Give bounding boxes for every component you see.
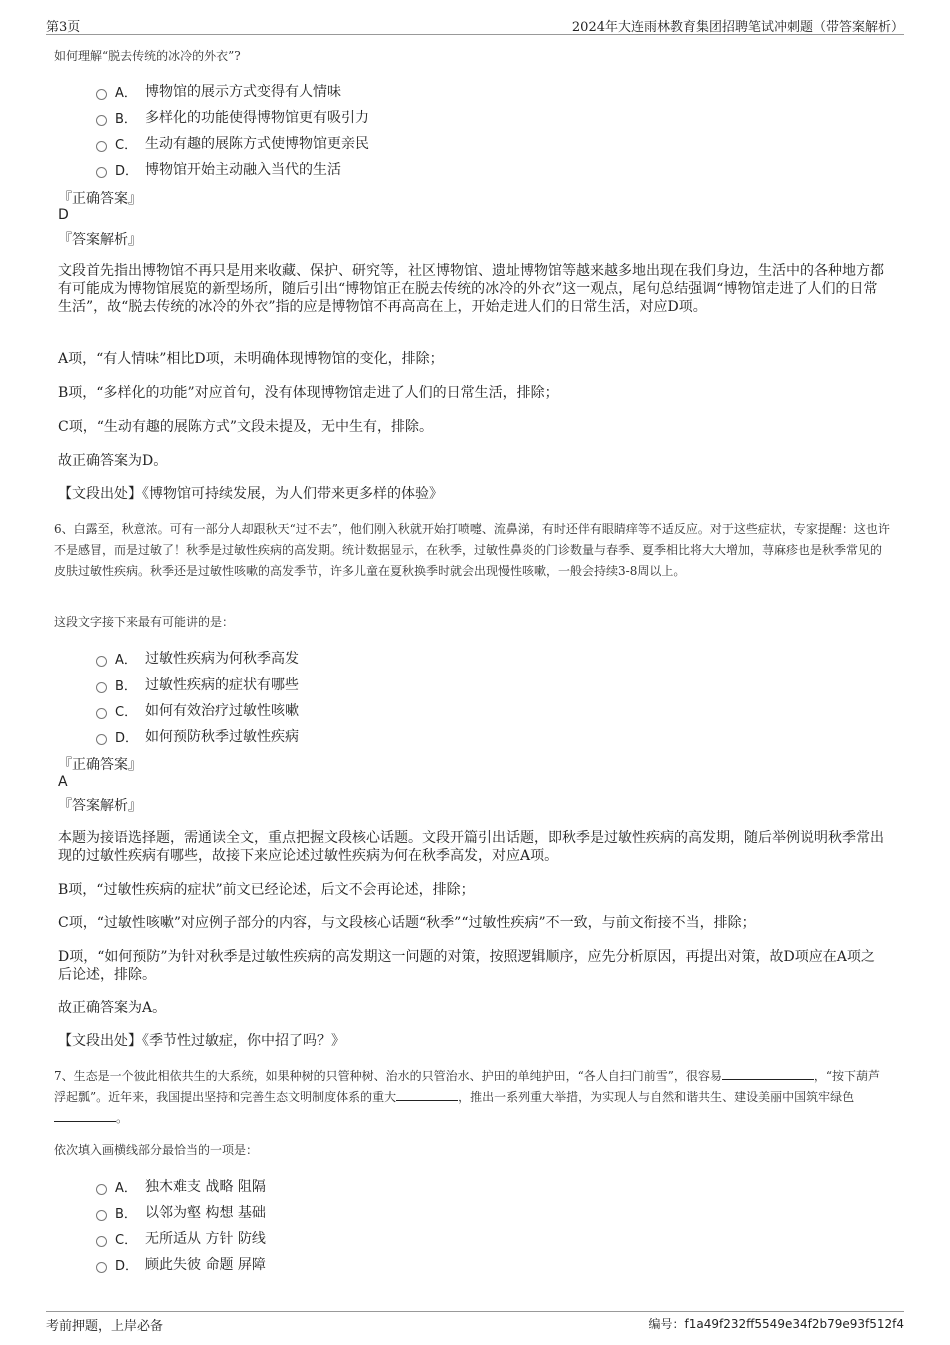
q7-passage: 7、生态是一个彼此相依共生的大系统，如果种树的只管种树、治水的只管治水、护田的单纯护田，“各人自扫门前雪”，很容易 ，“按下葫芦浮起瓢”。近年来，我国提出坚持和完善生态文明制度体系的重大 ，推出一系列重大举措，为实现人与自然和谐共生、建设美丽中国筑牢绿色。 xyxy=(54,1069,881,1125)
q5-analysis-main: 文段首先指出博物馆不再只是用来收藏、保护、研究等，社区博物馆、遗址博物馆等越来越多地出现在我们身边，生活中的各种地方都有可能成为博物馆展览的新型场所，随后引出“博物馆正在脱去传统的冰冷的外衣”这一观点，尾句总结强调“博物馆走进了人们的日常生活”，故“脱去传统的冰冷的外衣”指的应是博物馆不再高高在上，开始走进人们的日常生活，对应D项。 xyxy=(58,263,884,315)
fill-blank-2[interactable] xyxy=(396,1088,458,1101)
q5-analysis-a: A项，“有人情味”相比D项，未明确体现博物馆的变化，排除； xyxy=(58,351,444,367)
q6-option-d[interactable]: D． 如何预防秋季过敏性疾病 xyxy=(96,723,299,749)
page-number: 第3页 xyxy=(46,20,81,35)
q6-option-c[interactable]: C． 如何有效治疗过敏性咳嗽 xyxy=(96,697,299,723)
q6-passage: 6、白露至，秋意浓。可有一部分人却跟秋天“过不去”，他们刚入秋就开始打喷嚏、流鼻涕，有时还伴有眼睛痒等不适反应。对于这些症状，专家提醒：这也许不是感冒，而是过敏了！秋季是过敏性疾病的高发期。统计数据显示，在秋季，过敏性鼻炎的门诊数量与春季、夏季相比将大大增加，荨麻疹也是秋季常见的皮肤过敏性疾病。秋季还是过敏性咳嗽的高发季节，许多儿童在夏秋换季时就会出现慢性咳嗽，一般会持续3-8周以上。 xyxy=(54,522,890,578)
q7-options xyxy=(96,1173,266,1277)
fill-blank-1[interactable] xyxy=(722,1067,814,1080)
radio-icon[interactable] xyxy=(96,115,107,126)
q6-answer: A xyxy=(58,774,68,790)
q7-option-c[interactable]: C． 无所适从 方针 防线 xyxy=(96,1225,266,1251)
correct-answer-label: 『正确答案』 xyxy=(58,191,142,207)
document-title: 2024年大连雨林教育集团招聘笔试冲刺题（带答案解析） xyxy=(571,20,904,35)
radio-icon[interactable] xyxy=(96,708,107,719)
q5-analysis-b: B项，“多样化的功能”对应首句，没有体现博物馆走进了人们的日常生活，排除； xyxy=(58,385,559,401)
q6-analysis-main: 本题为接语选择题，需通读全文，重点把握文段核心话题。文段开篇引出话题，即秋季是过敏性疾病的高发期，随后举例说明秋季常出现的过敏性疾病有哪些，故接下来应论述过敏性疾病为何在秋季高发，对应A项。 xyxy=(58,830,884,864)
analysis-label: 『答案解析』 xyxy=(58,798,142,814)
q7-stem: 依次填入画横线部分最恰当的一项是： xyxy=(54,1143,259,1157)
analysis-label: 『答案解析』 xyxy=(58,232,142,248)
correct-answer-label: 『正确答案』 xyxy=(58,757,142,773)
document-code: 编号：f1a49f232ff5549e34f2b79e93f512f4 xyxy=(648,1317,904,1331)
q5-answer: D xyxy=(58,207,69,223)
q7-option-b[interactable]: B． 以邻为壑 构想 基础 xyxy=(96,1199,266,1225)
fill-blank-3[interactable] xyxy=(54,1109,116,1122)
q7-option-d[interactable]: D． 顾此失彼 命题 屏障 xyxy=(96,1251,266,1277)
q6-stem: 这段文字接下来最有可能讲的是： xyxy=(54,615,235,629)
q5-analysis-c: C项，“生动有趣的展陈方式”文段未提及，无中生有，排除。 xyxy=(58,419,434,435)
q5-option-d[interactable]: D． 博物馆开始主动融入当代的生活 xyxy=(96,156,369,182)
q6-conclusion: 故正确答案为A。 xyxy=(58,1000,167,1016)
radio-icon[interactable] xyxy=(96,1210,107,1221)
q6-analysis-d: D项，“如何预防”为针对秋季是过敏性疾病的高发期这一问题的对策，按照逻辑顺序，应先分析原因，再提出对策，故D项应在A项之后论述，排除。 xyxy=(58,949,875,983)
q5-conclusion: 故正确答案为D。 xyxy=(58,453,168,469)
page-header xyxy=(46,14,904,35)
q6-option-a[interactable]: A． 过敏性疾病为何秋季高发 xyxy=(96,645,299,671)
radio-icon[interactable] xyxy=(96,1236,107,1247)
radio-icon[interactable] xyxy=(96,1184,107,1195)
q7-option-a[interactable]: A． 独木难支 战略 阻隔 xyxy=(96,1173,266,1199)
page-footer xyxy=(46,1311,904,1334)
q5-option-b[interactable]: B． 多样化的功能使得博物馆更有吸引力 xyxy=(96,104,369,130)
radio-icon[interactable] xyxy=(96,734,107,745)
radio-icon[interactable] xyxy=(96,89,107,100)
q5-options xyxy=(96,78,369,182)
q5-option-c[interactable]: C． 生动有趣的展陈方式使博物馆更亲民 xyxy=(96,130,369,156)
q6-option-b[interactable]: B． 过敏性疾病的症状有哪些 xyxy=(96,671,299,697)
radio-icon[interactable] xyxy=(96,682,107,693)
q5-stem: 如何理解“脱去传统的冰冷的外衣”? xyxy=(54,49,241,63)
q6-analysis-c: C项，“过敏性咳嗽”对应例子部分的内容，与文段核心话题“秋季”“过敏性疾病”不一致，与前文衔接不当，排除； xyxy=(58,915,756,931)
footer-slogan: 考前押题，上岸必备 xyxy=(46,1319,164,1334)
radio-icon[interactable] xyxy=(96,167,107,178)
q6-options xyxy=(96,645,299,749)
radio-icon[interactable] xyxy=(96,141,107,152)
radio-icon[interactable] xyxy=(96,656,107,667)
radio-icon[interactable] xyxy=(96,1262,107,1273)
q5-source: 【文段出处】《博物馆可持续发展，为人们带来更多样的体验》 xyxy=(58,486,443,502)
q6-source: 【文段出处】《季节性过敏症，你中招了吗？》 xyxy=(58,1033,345,1049)
q5-option-a[interactable]: A． 博物馆的展示方式变得有人情味 xyxy=(96,78,369,104)
q6-analysis-b: B项，“过敏性疾病的症状”前文已经论述，后文不会再论述，排除； xyxy=(58,882,475,898)
